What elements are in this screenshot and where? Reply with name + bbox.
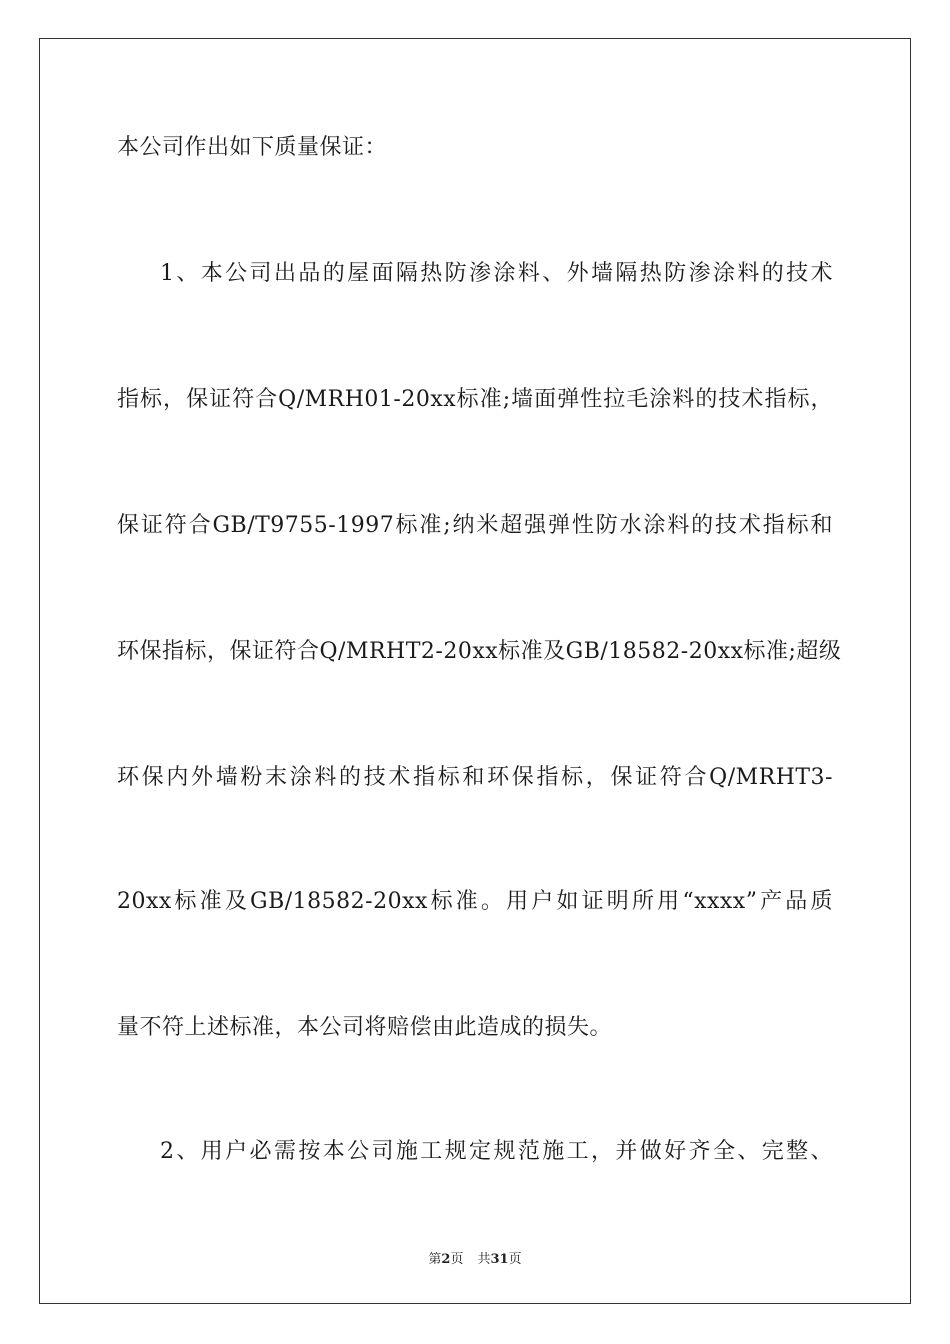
paragraph-1-line-3: 保证符合GB/T9755-1997标准;纳米超强弹性防水涂料的技术指标和 [117, 513, 833, 538]
paragraph-1-line-7: 量不符上述标准，本公司将赔偿由此造成的损失。 [117, 1015, 613, 1040]
page-number: 2 [441, 1252, 451, 1267]
total-pages: 31 [490, 1252, 509, 1267]
intro-line: 本公司作出如下质量保证： [117, 135, 388, 160]
page-border [39, 38, 911, 1304]
paragraph-1-line-1: 1、本公司出品的屋面隔热防渗涂料、外墙隔热防渗涂料的技术 [160, 261, 833, 286]
page-suffix: 页 [450, 1252, 464, 1267]
paragraph-1-line-5: 环保内外墙粉末涂料的技术指标和环保指标，保证符合Q/MRHT3- [117, 765, 833, 790]
page-prefix: 第 [428, 1252, 442, 1267]
paragraph-1-line-4: 环保指标，保证符合Q/MRHT2-20xx标准及GB/18582-20xx标准;超级 [117, 639, 842, 664]
paragraph-1-line-6: 20xx标准及GB/18582-20xx标准。用户如证明所用“xxxx”产品质 [117, 889, 833, 914]
paragraph-1-line-2: 指标，保证符合Q/MRH01-20xx标准;墙面弹性拉毛涂料的技术指标， [117, 387, 833, 412]
total-suffix: 页 [508, 1252, 522, 1267]
total-prefix: 共 [477, 1252, 491, 1267]
page-footer [0, 1248, 950, 1267]
paragraph-2-line-1: 2、用户必需按本公司施工规定规范施工，并做好齐全、完整、 [160, 1139, 833, 1164]
